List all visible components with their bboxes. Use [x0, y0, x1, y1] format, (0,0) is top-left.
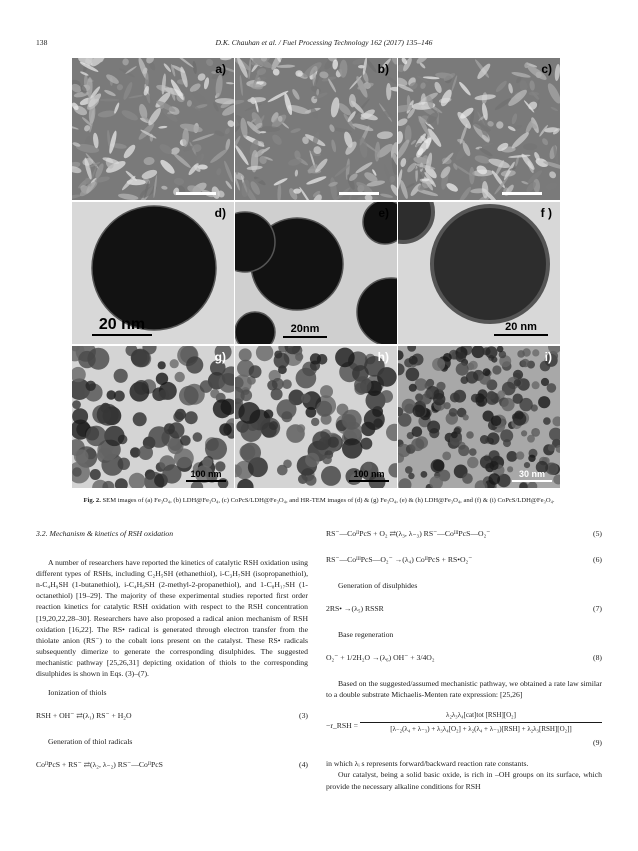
equation-3: [36, 710, 308, 724]
micrograph-image: [398, 58, 560, 200]
equation-9-denominator: [λ₋₂(λ₄ + λ₋₃) + λ₃λ₄[O₂] + λ₂(λ₄ + λ₋₃)[RSH] + λ₂λ₃[RSH][O₂]]: [390, 725, 572, 734]
micrograph-image: [72, 58, 234, 200]
equation-8: [326, 652, 602, 666]
scale-bar: [512, 470, 552, 482]
panel-label: f ): [540, 206, 552, 220]
equation-9-numerator: λ₂λ₃λ₄[cat]tot [RSH][O₂]: [446, 711, 516, 720]
equation-5-body: RS⁻—CoᴵᴵPcS + O₂ ⇄(λ₃, λ₋₃) RS⁻—CoᴵᴵᴵPcS—O₂⁻: [326, 529, 491, 538]
scale-bar-label: 100 nm: [353, 469, 385, 479]
figure-panel: [398, 58, 560, 200]
fraction-rule: [360, 722, 602, 723]
scale-bar-label: 100 nm: [190, 469, 222, 479]
scale-bar-line: [283, 336, 327, 338]
scale-bar: [283, 324, 327, 338]
equation-6-number: (6): [593, 555, 602, 564]
figure-panel: [398, 202, 560, 344]
scale-bar-line: [92, 334, 152, 336]
figure-panel: [72, 58, 234, 200]
panel-label: d): [214, 206, 226, 220]
figure-panel: [235, 202, 397, 344]
equation-6: [326, 554, 602, 568]
scale-bar: [92, 317, 152, 336]
micrograph-image: [235, 58, 397, 200]
equation-8-body: O₂⁻ + 1/2H₂O →(λ₆) OH⁻ + 3/4O₂: [326, 653, 435, 663]
figure-2: [72, 58, 560, 490]
equation-7-body: 2RS• →(λ₅) RSSR: [326, 604, 384, 614]
intro-paragraph: A number of researchers have reported the kinetics of catalytic RSH oxidation using different types of RSHs, including C₂H₅SH (ethanethiol), i-C₃H₇SH (isopropanethiol), n-C₄H₉SH (1-butanethiol), i-C₄H₉SH (2-methyl-2-propanethiol), and 1-C₈H₁₇SH (1-octanethiol) [19–29]. The majority of these experimental studies reported first order reaction kinetics for catalytic RSH oxidation with respect to the RSH concentration [19,20,22,28–30]. Researchers have also proposed a radical anion mechanism of RSH oxidation [16,22]. The RS• radical is generated through electron transfer from the thiolate anion (RS⁻) to the cobalt ions present on the catalyst. These RS• radicals subsequently dimerize to generate the corresponding disulphides. The suggested mechanistic pathway [25,26,31] depicting oxidation of thiols to the corresponding disulphides is shown in Eqs. (3)–(7).: [36, 558, 308, 679]
equation-5: [326, 528, 602, 542]
subheading-disulphides: Generation of disulphides: [338, 581, 418, 590]
subheading-generation: Generation of thiol radicals: [48, 737, 133, 747]
panel-label: c): [541, 62, 552, 76]
left-column: [36, 528, 308, 785]
panel-label: b): [377, 62, 389, 76]
equation-4-number: (4): [299, 760, 308, 770]
figure-panel: [235, 58, 397, 200]
figure-panel: [72, 202, 234, 344]
catalyst-paragraph: Our catalyst, being a solid basic oxide, is rich in –OH groups on its surface, which provide the necessary alkaline conditions for RSH: [326, 770, 602, 791]
running-title: D.K. Chauhan et al. / Fuel Processing Technology 162 (2017) 135–146: [215, 38, 433, 47]
caption-text: SEM images of (a) Fe₃O₄, (b) LDH@Fe₃O₄, (c) CoPcS/LDH@Fe₃O₄, and HR-TEM images of (d) & (g) Fe₃O₄, (e) & (h) LDH@Fe₃O₄, and (f) & (i) CoPcS/LDH@Fe₃O₄.: [102, 497, 555, 504]
right-column: [326, 528, 602, 792]
equation-9-number: (9): [593, 738, 602, 748]
equation-8-number: (8): [593, 653, 602, 663]
micrograph-image: [72, 346, 234, 488]
scale-bar-label: 30 nm: [518, 469, 545, 479]
scale-bar: [349, 470, 389, 482]
scale-bar-label: 20 nm: [505, 321, 537, 333]
equation-3-body: RSH + OH⁻ ⇄(λ₁) RS⁻ + H₂O: [36, 711, 132, 721]
scale-bar-line: [186, 480, 226, 482]
panel-label: h): [377, 350, 389, 364]
equation-9-fraction: [360, 710, 602, 735]
equation-9: [326, 710, 602, 750]
equation-3-number: (3): [299, 711, 308, 721]
scale-bar-line: [349, 480, 389, 482]
equation-5-number: (5): [593, 529, 602, 538]
page-header: [36, 38, 612, 50]
page-number: 138: [36, 38, 48, 47]
caption-label: Fig. 2.: [83, 497, 101, 504]
figure-caption: [36, 497, 602, 504]
micrograph-image: [235, 346, 397, 488]
equation-4: [36, 759, 308, 773]
equation-7-number: (7): [593, 604, 602, 614]
equation-6-body: RS⁻—CoᴵᴵᴵPcS—O₂⁻ →(λ₄) CoᴵᴵPcS + RS•O₂⁻: [326, 555, 473, 564]
section-heading: 3.2. Mechanism & kinetics of RSH oxidation: [36, 529, 174, 538]
figure-panel: [72, 346, 234, 488]
equation-9-lhs: −r_RSH =: [326, 721, 358, 731]
rate-law-paragraph: Based on the suggested/assumed mechanistic pathway, we obtained a rate law similar to a double substrate Michaelis-Menten rate expression: [25,26]: [326, 679, 602, 700]
scale-bar: [494, 322, 548, 336]
figure-panel: [235, 346, 397, 488]
scale-bar-label: 20 nm: [98, 316, 146, 333]
panel-label: a): [215, 62, 226, 76]
equation-7: [326, 603, 602, 617]
scale-bar-label: 20nm: [290, 323, 320, 335]
figure-panel: [398, 346, 560, 488]
micrograph-image: [398, 346, 560, 488]
subheading-ionization: Ionization of thiols: [48, 688, 107, 698]
scale-bar-line: [512, 480, 552, 482]
panel-label: e): [378, 206, 389, 220]
panel-label: i): [544, 350, 552, 364]
equation-4-body: CoᴵᴵPcS + RS⁻ ⇄(λ₂, λ₋₂) RS⁻—CoᴵᴵPcS: [36, 760, 163, 770]
subheading-base: Base regeneration: [338, 630, 394, 640]
scale-bar: [186, 470, 226, 482]
lambda-paragraph: in which λᵢ s represents forward/backward reaction rate constants.: [326, 759, 529, 769]
scale-bar-line: [494, 334, 548, 336]
panel-label: g): [214, 350, 226, 364]
